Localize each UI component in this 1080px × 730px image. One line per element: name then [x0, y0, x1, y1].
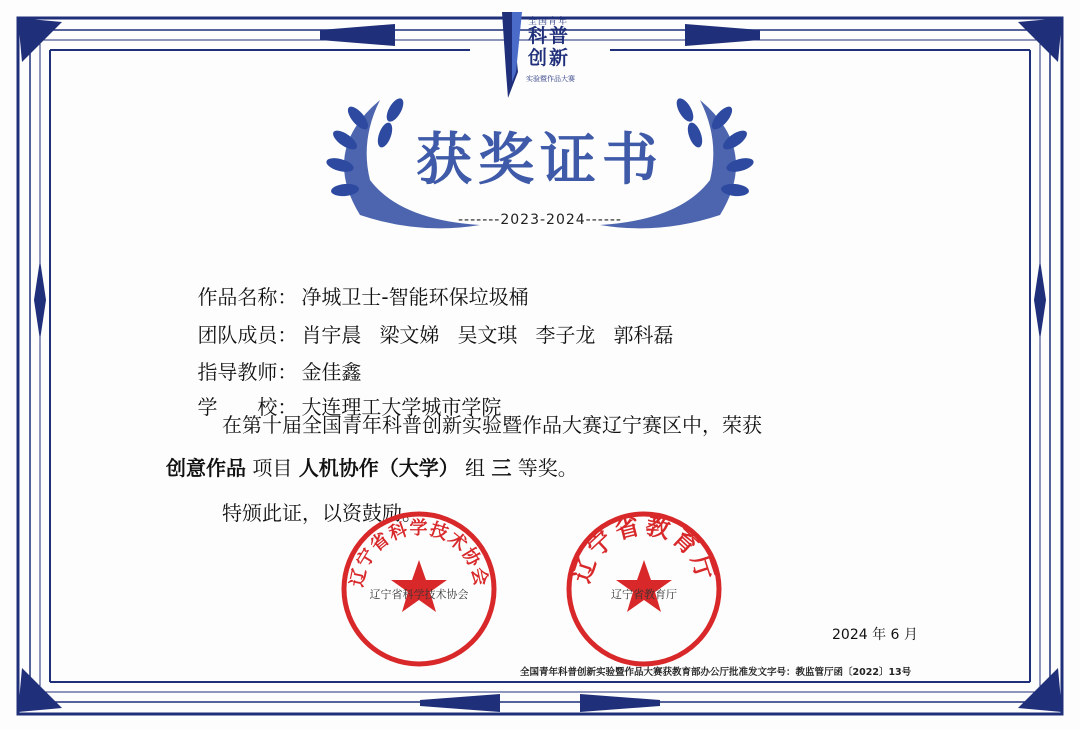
work-name-value: 净城卫士-智能环保垃圾桶: [301, 285, 529, 309]
award-rank: 三: [491, 456, 512, 480]
work-name-label: 作品名称：: [197, 285, 298, 309]
closing-text: 特颁此证，以资鼓励。: [222, 501, 422, 525]
award-sentence: 在第十届全国青年科普创新实验暨作品大赛辽宁赛区中，荣获: [222, 413, 762, 437]
mentor-value: 金佳鑫: [301, 360, 362, 384]
star-icon: [616, 560, 672, 612]
issue-date: 2024 年 6 月: [832, 627, 918, 643]
seal-right-caption: 辽宁省教育厅: [611, 588, 677, 601]
award-detail-line: [166, 455, 578, 481]
member-name: 李子龙: [535, 323, 596, 347]
award-category: 创意作品: [166, 456, 246, 480]
logo-line1: 科普: [528, 25, 571, 47]
school-label: 学 校：: [197, 395, 298, 419]
seal-education: [563, 508, 725, 670]
logo-mark-icon: [498, 12, 526, 98]
logo-tiny-text: 实验暨作品大赛: [526, 75, 575, 83]
school-value: 大连理工大学城市学院: [301, 395, 502, 419]
contest-logo: [498, 12, 588, 98]
star-icon: [391, 560, 447, 612]
seal-left-arc: 辽宁省科学技术协会: [346, 517, 492, 589]
certificate-years: -------2023-2024------: [458, 212, 622, 228]
certificate-title: 获奖证书: [416, 127, 664, 193]
seal-right-arc: 辽宁省教育厅: [567, 511, 721, 587]
member-name: 梁文娣: [379, 323, 440, 347]
member-name: 肖宇晨: [301, 323, 362, 347]
mentor-label: 指导教师：: [197, 360, 298, 384]
award-project: 人机协作（大学）: [298, 456, 459, 480]
member-name: 吴文琪: [457, 323, 518, 347]
team-members-label: 团队成员：: [197, 323, 298, 347]
logo-small-text: 全国青年: [528, 17, 569, 27]
item-label: 项目: [252, 456, 293, 480]
logo-line2: 创新: [528, 47, 571, 69]
group-label: 组: [465, 456, 486, 480]
approval-footnote: 全国青年科普创新实验暨作品大赛获教育部办公厅批准发文字号：教监管厅函〔2022〕13号: [520, 667, 912, 678]
member-name: 郭科磊: [613, 323, 674, 347]
seal-association: [338, 508, 500, 670]
seal-left-caption: 辽宁省科学技术协会: [369, 588, 469, 601]
award-suffix: 等奖。: [517, 456, 578, 480]
